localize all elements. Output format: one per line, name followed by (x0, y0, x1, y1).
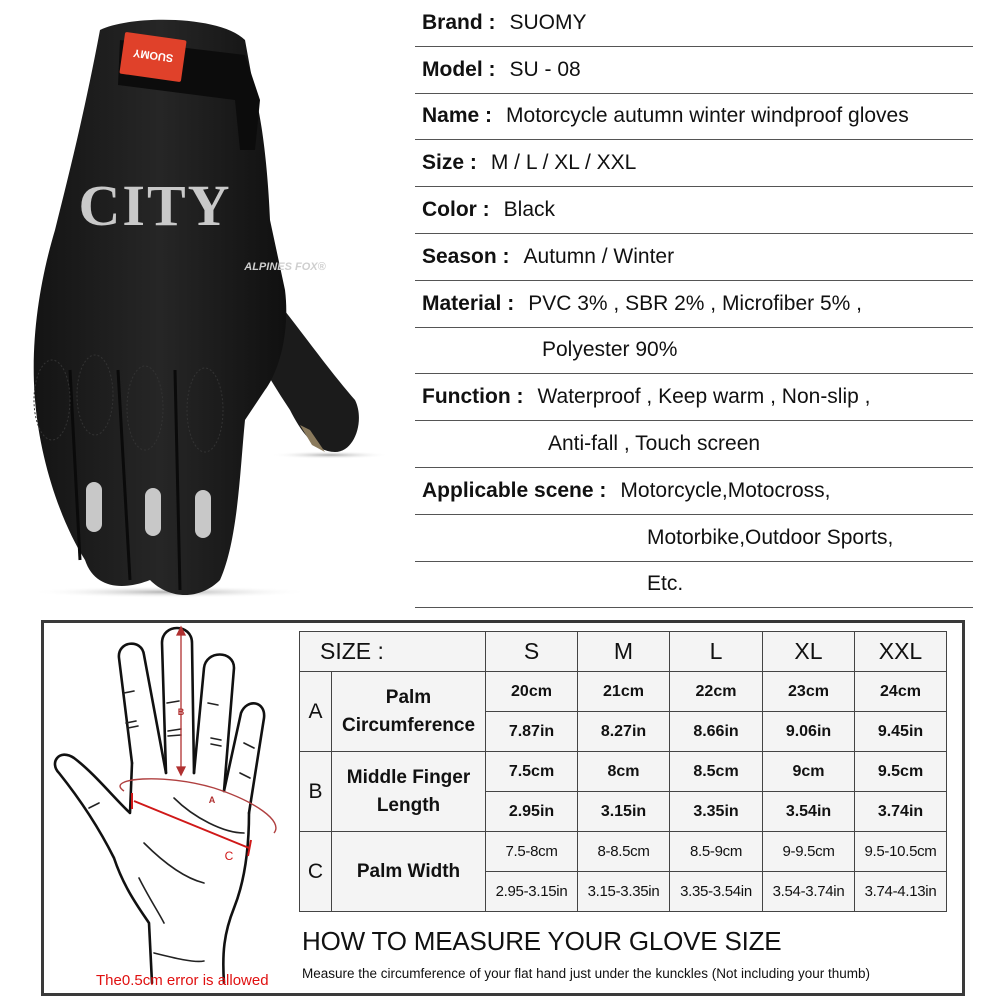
reflective-strip (145, 488, 161, 536)
spec-row-applicable-scene-cont (415, 515, 973, 562)
spec-row-applicable-scene-cont2 (415, 562, 973, 609)
table-cell: 8.66in (670, 712, 763, 752)
spec-row-function (415, 374, 973, 421)
table-cell: 2.95in (486, 792, 578, 832)
table-cell: 22cm (670, 672, 763, 712)
table-cell: 3.35in (670, 792, 763, 832)
table-cell: 3.15-3.35in (578, 872, 670, 912)
spec-value: Autumn / Winter (523, 244, 675, 268)
watermark-text: ALPINES FOX® (244, 261, 326, 273)
spec-row-material-cont (415, 328, 973, 375)
howto-title: HOW TO MEASURE YOUR GLOVE SIZE (302, 926, 782, 956)
row-letter-a: A (300, 672, 332, 752)
spec-row-brand (415, 0, 973, 47)
label-b: B (177, 707, 185, 717)
size-header-label: SIZE : (300, 632, 486, 672)
spec-value: Motorcycle autumn winter windproof gloves (506, 104, 909, 128)
table-cell: 8-8.5cm (578, 832, 670, 872)
spec-row-name (415, 94, 973, 141)
table-cell: 7.5cm (486, 752, 578, 792)
brand-label-text: SUOMY (132, 46, 175, 64)
hand-measurement-diagram (44, 623, 299, 993)
table-cell: 2.95-3.15in (486, 872, 578, 912)
spec-row-function-cont (415, 421, 973, 468)
table-cell: 3.54in (763, 792, 855, 832)
table-cell: 8.5-9cm (670, 832, 763, 872)
size-col-xl: XL (763, 632, 855, 672)
table-row-b-cm (300, 752, 947, 792)
table-cell: 7.5-8cm (486, 832, 578, 872)
table-cell: 24cm (855, 672, 947, 712)
spec-value: Anti-fall , Touch screen (548, 432, 761, 456)
label-c: C (224, 849, 234, 863)
spec-value: M / L / XL / XXL (490, 151, 637, 175)
metric-line: Length (376, 794, 441, 816)
size-col-xxl: XXL (855, 632, 947, 672)
spec-label: Function : (422, 385, 524, 409)
label-a: A (208, 795, 216, 805)
metric-palm-width (332, 832, 486, 912)
spec-value: PVC 3% , SBR 2% , Microfiber 5% , (528, 291, 862, 315)
spec-label: Color : (422, 198, 490, 222)
table-cell: 3.35-3.54in (670, 872, 763, 912)
spec-row-material (415, 281, 973, 328)
row-letter-b: B (300, 752, 332, 832)
table-cell: 3.74in (855, 792, 947, 832)
spec-value: Motorcycle,Motocross, (620, 478, 831, 502)
table-cell: 8.5cm (670, 752, 763, 792)
table-cell: 23cm (763, 672, 855, 712)
spec-value: Polyester 90% (542, 338, 678, 362)
table-cell: 3.74-4.13in (855, 872, 947, 912)
size-col-s: S (486, 632, 578, 672)
reflective-strip (86, 482, 102, 532)
city-print-text: CITY (78, 173, 232, 238)
spec-value: Motorbike,Outdoor Sports, (647, 525, 894, 549)
error-tolerance-note: The0.5cm error is allowed (96, 972, 269, 989)
table-cell: 9.5-10.5cm (855, 832, 947, 872)
table-cell: 9.5cm (855, 752, 947, 792)
spec-value: Waterproof , Keep warm , Non-slip , (537, 385, 871, 409)
hand-outline-icon (44, 623, 299, 993)
table-cell: 9-9.5cm (763, 832, 855, 872)
spec-label: Material : (422, 291, 515, 315)
table-row-a-cm (300, 672, 947, 712)
spec-row-color (415, 187, 973, 234)
table-cell: 9.06in (763, 712, 855, 752)
table-cell: 20cm (486, 672, 578, 712)
table-cell: 7.87in (486, 712, 578, 752)
product-photo-glove (0, 0, 410, 610)
size-chart-table (299, 631, 947, 912)
table-cell: 8.27in (578, 712, 670, 752)
table-cell: 9cm (763, 752, 855, 792)
metric-line: Circumference (341, 714, 476, 736)
spec-label: Model : (422, 57, 496, 81)
table-header-row (300, 632, 947, 672)
size-col-m: M (578, 632, 670, 672)
row-letter-c: C (300, 832, 332, 912)
spec-value: SU - 08 (509, 57, 581, 81)
size-guide-panel (41, 620, 965, 996)
table-cell: 8cm (578, 752, 670, 792)
spec-row-size (415, 140, 973, 187)
metric-line: Palm (385, 686, 432, 708)
table-row-c-cm (300, 832, 947, 872)
metric-line: Palm Width (356, 860, 461, 882)
table-cell: 3.15in (578, 792, 670, 832)
spec-row-season (415, 234, 973, 281)
metric-line: Middle Finger (346, 766, 471, 788)
spec-value: SUOMY (509, 10, 587, 34)
spec-row-model (415, 47, 973, 94)
spec-value: Black (503, 198, 556, 222)
metric-palm-circumference (332, 672, 486, 752)
howto-instructions: Measure the circumference of your flat hand just under the kunckles (Not including your thumb) (302, 966, 871, 981)
size-col-l: L (670, 632, 763, 672)
spec-label: Brand : (422, 10, 496, 34)
spec-label: Season : (422, 244, 510, 268)
spec-label: Size : (422, 151, 477, 175)
spec-row-applicable-scene (415, 468, 973, 515)
table-cell: 3.54-3.74in (763, 872, 855, 912)
spec-value: Etc. (647, 572, 684, 596)
table-cell: 21cm (578, 672, 670, 712)
metric-middle-finger-length (332, 752, 486, 832)
spec-list (415, 0, 973, 608)
spec-label: Name : (422, 104, 493, 128)
spec-label: Applicable scene : (422, 478, 607, 502)
table-cell: 9.45in (855, 712, 947, 752)
glove-image (0, 0, 410, 610)
reflective-strip (195, 490, 211, 538)
